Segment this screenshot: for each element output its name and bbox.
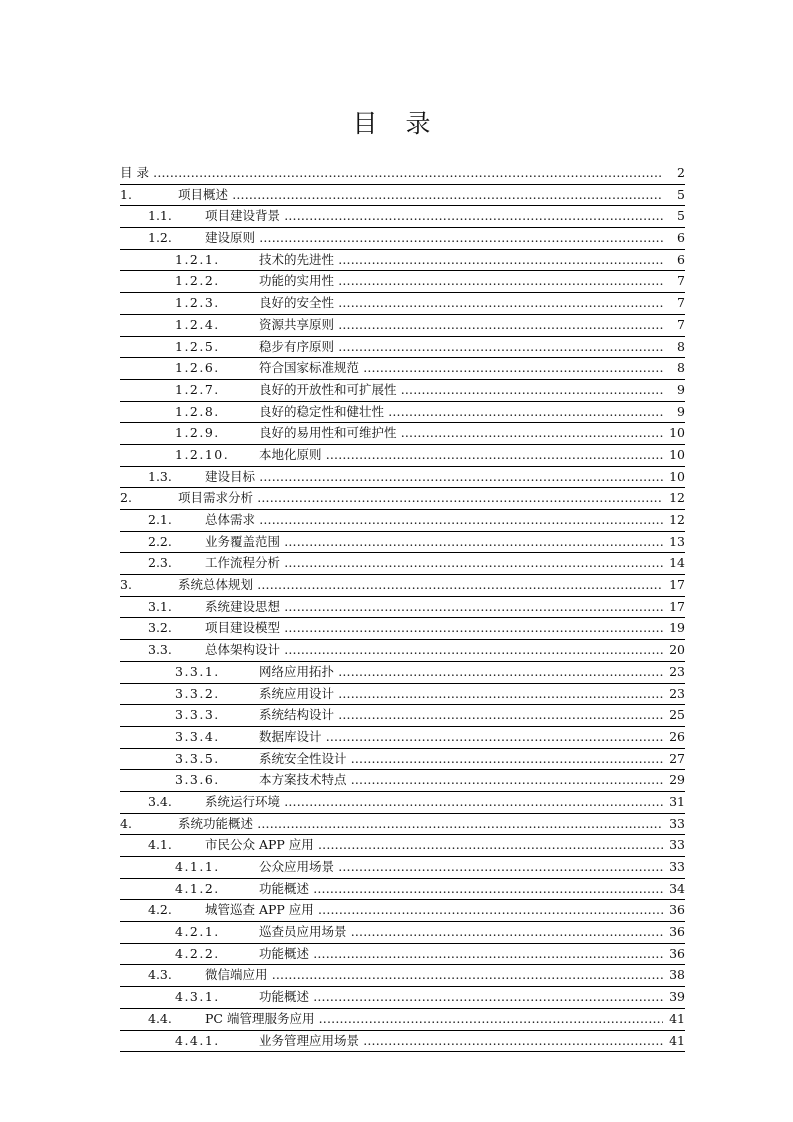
toc-entry-number: 1.2.3. [175,295,220,311]
toc-entry-number: 1.2.4. [175,316,220,332]
toc-entry-title: 网络应用拓扑 ..... [259,662,663,683]
toc-entry-title: 良好的安全性 ..... [259,293,663,314]
toc-entry-page-number: 6 [677,230,685,246]
toc-entry-title: 良好的稳定性和健壮性 ..... [259,402,663,423]
toc-entry-page-number: 17 [669,577,685,593]
toc-entry-title: 市民公众 APP 应用 ..... [205,835,663,856]
toc-entry-title: 良好的易用性和可维护性 ..... [259,423,663,444]
toc-entry-title: 公众应用场景 ..... [259,857,663,878]
toc-entry-number: 1.2.9. [175,425,220,441]
toc-entry[interactable] [120,315,685,337]
toc-entry-page-number: 9 [677,381,685,397]
toc-entry[interactable] [120,835,685,857]
toc-entry[interactable] [120,684,685,706]
toc-entry-number: 1.2.5. [175,338,220,354]
toc-entry[interactable] [120,814,685,836]
toc-entry-page-number: 7 [677,295,685,311]
toc-entry-page-number: 10 [669,468,685,484]
toc-entry[interactable] [120,358,685,380]
toc-entry[interactable] [120,792,685,814]
toc-entry-title: 功能概述 ..... [259,879,663,900]
toc-entry-title: 技术的先进性 ..... [259,250,663,271]
toc-entry[interactable] [120,163,685,185]
toc-entry[interactable] [120,597,685,619]
toc-entry-page-number: 10 [669,446,685,462]
toc-entry-number: 4.4.1. [175,1032,220,1048]
toc-entry-title: 数据库设计 ..... [259,727,663,748]
toc-entry-number: 3.3.6. [175,772,220,788]
toc-entry[interactable] [120,1009,685,1031]
toc-entry-page-number: 41 [669,1010,685,1026]
page-title: 目 录 [352,109,441,138]
toc-entry[interactable] [120,727,685,749]
toc-entry-title: 系统总体规划 ..... [178,575,663,596]
toc-entry-number: 1.2.2. [175,273,220,289]
toc-entry-title: 目 录 ..... [120,163,663,184]
toc-entry-page-number: 13 [669,533,685,549]
toc-entry-page-number: 34 [669,880,685,896]
toc-entry-title: 系统安全性设计 ..... [259,749,663,770]
toc-entry-page-number: 19 [669,620,685,636]
toc-entry-number: 2.1. [148,512,172,527]
toc-entry-number: 1.2.1. [175,251,220,267]
toc-entry-title: 功能概述 ..... [259,944,663,965]
toc-entry[interactable] [120,553,685,575]
toc-entry-title: 项目建设模型 ..... [205,618,663,639]
toc-entry-title: 功能概述 ..... [259,987,663,1008]
toc-entry-page-number: 26 [669,728,685,744]
toc-entry-number: 3. [120,577,132,593]
toc-entry-title: 功能的实用性 ..... [259,271,663,292]
toc-entry-number: 2.2. [148,533,172,549]
toc-entry-title: 工作流程分析 ..... [205,553,663,574]
toc-entry-page-number: 20 [669,642,685,658]
toc-entry-title: PC 端管理服务应用 ..... [205,1009,663,1030]
toc-entry[interactable] [120,380,685,402]
toc-entry-page-number: 6 [677,251,685,267]
toc-entry-number: 4. [120,815,132,831]
toc-entry[interactable] [120,293,685,315]
toc-entry-number: 4.2.1. [175,924,220,940]
toc-entry[interactable] [120,402,685,424]
toc-entry-number: 4.1.2. [175,880,220,896]
toc-entry-number: 3.3.3. [175,707,220,723]
toc-entry-number: 4.2. [148,902,172,918]
toc-entry[interactable] [120,922,685,944]
toc-entry-page-number: 17 [669,598,685,614]
toc-entry-page-number: 25 [669,707,685,723]
toc-entry[interactable] [120,705,685,727]
toc-entry[interactable] [120,987,685,1009]
toc-entry-title: 良好的开放性和可扩展性 ..... [259,380,663,401]
toc-entry-title: 城管巡查 APP 应用 ..... [205,900,663,921]
toc-entry-page-number: 2 [677,165,685,180]
toc-entry-page-number: 14 [669,555,685,571]
toc-entry-title: 系统功能概述 ..... [178,814,663,835]
toc-entry-page-number: 29 [669,772,685,788]
toc-entry-number: 3.3.5. [175,750,220,766]
toc-entry-page-number: 33 [669,815,685,831]
toc-entry-page-number: 27 [669,750,685,766]
toc-entry-page-number: 36 [669,902,685,918]
toc-entry-page-number: 39 [669,989,685,1005]
toc-entry-page-number: 12 [669,512,685,527]
toc-entry-number: 1.2. [148,230,172,246]
toc-entry-number: 1.2.6. [175,360,220,376]
toc-entry-number: 4.4. [148,1010,172,1026]
toc-entry-title: 系统结构设计 ..... [259,705,663,726]
toc-entry-number: 1.2.7. [175,381,220,397]
toc-entry[interactable] [120,445,685,467]
toc-entry-number: 1.3. [148,468,172,484]
toc-entry-title: 总体架构设计 ..... [205,640,663,661]
toc-entry[interactable] [120,228,685,250]
toc-entry-page-number: 41 [669,1032,685,1048]
toc-entry-page-number: 5 [677,208,685,224]
toc-entry-title: 系统运行环境 ..... [205,792,663,813]
toc-entry-title: 建设目标 ..... [205,467,663,488]
toc-entry-page-number: 36 [669,945,685,961]
toc-entry[interactable] [120,1031,685,1053]
toc-entry-number: 4.3. [148,967,172,983]
toc-entry-number: 4.1. [148,837,172,853]
toc-entry-title: 总体需求 ..... [205,510,663,531]
toc-entry-title: 巡查员应用场景 ..... [259,922,663,943]
toc-entry-page-number: 36 [669,924,685,940]
toc-entry-number: 1.2.8. [175,403,220,419]
toc-entry-page-number: 33 [669,859,685,874]
toc-entry[interactable] [120,640,685,662]
toc-entry[interactable] [120,618,685,640]
toc-entry-number: 2.3. [148,555,172,571]
toc-entry[interactable] [120,185,685,207]
toc-entry-title: 稳步有序原则 ..... [259,337,663,358]
toc-entry-number: 1. [120,186,132,202]
toc-entry[interactable] [120,575,685,597]
toc-entry[interactable] [120,488,685,510]
toc-entry[interactable] [120,770,685,792]
toc-entry-number: 3.2. [148,620,172,636]
toc-entry-title: 建设原则 ..... [205,228,663,249]
toc-entry[interactable] [120,271,685,293]
toc-entry[interactable] [120,900,685,922]
toc-entry-title: 资源共享原则 ..... [259,315,663,336]
toc-entry[interactable] [120,857,685,879]
toc-entry-number: 2. [120,490,132,506]
toc-entry-number: 1.2.10. [175,446,230,462]
toc-entry[interactable] [120,944,685,966]
toc-entry-number: 3.3.2. [175,685,220,701]
toc-entry-number: 4.2.2. [175,945,220,961]
toc-entry-title: 业务管理应用场景 ..... [259,1031,663,1052]
toc-entry[interactable] [120,749,685,771]
toc-entry[interactable] [120,510,685,532]
toc-entry-page-number: 33 [669,837,685,853]
toc-entry[interactable] [120,467,685,489]
toc-entry-page-number: 31 [669,793,685,809]
toc-entry[interactable] [120,250,685,272]
toc-entry-page-number: 12 [669,490,685,506]
toc-entry-page-number: 23 [669,663,685,679]
toc-entry-number: 3.3.4. [175,728,220,744]
toc-entry-title: 符合国家标准规范 ..... [259,358,663,379]
toc-entry-page-number: 23 [669,685,685,701]
toc-entry[interactable] [120,423,685,445]
toc-entry-title: 项目建设背景 ..... [205,206,663,227]
toc-entry-title: 项目需求分析 ..... [178,488,663,509]
toc-entry-number: 3.1. [148,598,172,614]
toc-entry-number: 1.1. [148,208,172,224]
toc-entry-page-number: 38 [669,967,685,983]
toc-entry-title: 项目概述 ..... [178,185,663,206]
toc-entry[interactable] [120,662,685,684]
toc-entry-number: 4.3.1. [175,989,220,1005]
toc-entry-title: 本方案技术特点 ..... [259,770,663,791]
toc-entry[interactable] [120,337,685,359]
toc-entry[interactable] [120,532,685,554]
toc-entry[interactable] [120,206,685,228]
toc-entry-page-number: 10 [669,425,685,441]
toc-entry-title: 系统建设思想 ..... [205,597,663,618]
toc-entry-title: 系统应用设计 ..... [259,684,663,705]
toc-entry-page-number: 8 [677,338,685,354]
toc-entry-page-number: 7 [677,316,685,332]
toc-entry-page-number: 5 [677,186,685,202]
toc-entry-number: 3.4. [148,793,172,809]
toc-entry-title: 本地化原则 ..... [259,445,663,466]
toc-entry-page-number: 7 [677,273,685,289]
toc-entry-number: 4.1.1. [175,859,220,874]
toc-entry-title: 业务覆盖范围 ..... [205,532,663,553]
toc-entry-number: 3.3.1. [175,663,220,679]
table-of-contents [120,163,685,1052]
toc-entry-title: 微信端应用 ..... [205,965,663,986]
toc-entry-page-number: 9 [677,403,685,419]
toc-entry-page-number: 8 [677,360,685,376]
toc-entry[interactable] [120,965,685,987]
toc-entry-number: 3.3. [148,642,172,658]
toc-entry[interactable] [120,879,685,901]
